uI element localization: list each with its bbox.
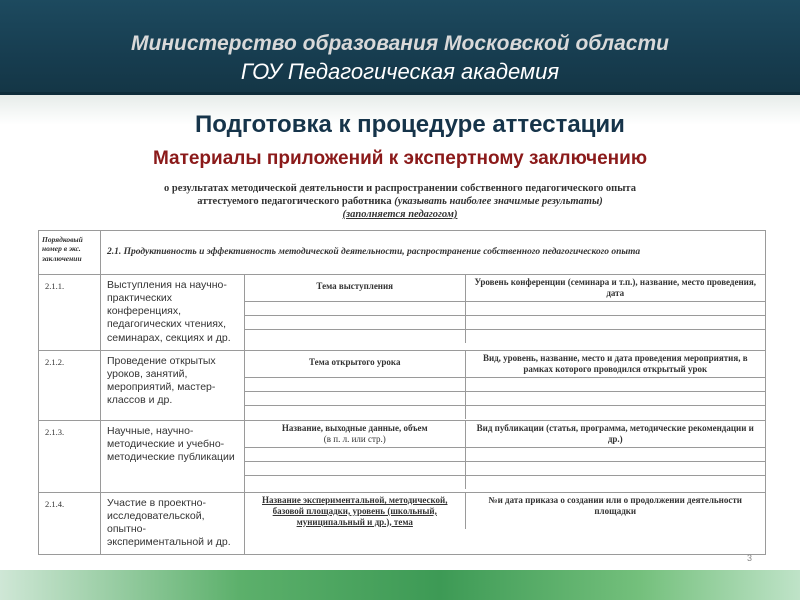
doc-heading-line1: о результатах методической деятельности и распространении собственного педагогического опыта (164, 183, 636, 194)
blank-cell[interactable] (245, 315, 465, 329)
row-number: 2.1.3. (39, 421, 101, 493)
row-subgrid (245, 351, 765, 419)
blank-cell[interactable] (465, 461, 765, 475)
blank-cell[interactable] (245, 377, 465, 391)
col-b-label: Уровень конференции (семинара и т.п.), название, место проведения, дата (465, 275, 765, 301)
blank-cell[interactable] (245, 329, 465, 343)
col-b-label: Вид, уровень, название, место и дата проведения мероприятия, в рамках которого проводился открытый урок (465, 351, 765, 377)
doc-heading-line2 (0, 196, 800, 207)
row-subgrid (245, 275, 765, 343)
row-number: 2.1.2. (39, 351, 101, 421)
blank-cell[interactable] (465, 475, 765, 489)
blank-cell[interactable] (245, 461, 465, 475)
blank-cell[interactable] (245, 301, 465, 315)
col-a-label (245, 421, 465, 447)
table-row (39, 493, 766, 555)
header-title-cell: 2.1. Продуктивность и эффективность методической деятельности, распространение собственного педагогического опыта (101, 231, 766, 275)
doc-heading-line2-a: аттестуемого педагогического работника (197, 196, 392, 207)
page-number: 3 (746, 553, 752, 563)
col-a-label-line1: Название, выходные данные, объем (281, 423, 428, 433)
doc-heading-line2-b: (указывать наиболее значимые результаты) (394, 196, 603, 207)
row-number: 2.1.1. (39, 275, 101, 351)
ministry-title: Министерство образования Московской области (131, 32, 669, 55)
filled-by-note: (заполняется педагогом) (342, 209, 458, 220)
academy-title: ГОУ Педагогическая академия (240, 59, 560, 84)
blank-cell[interactable] (245, 391, 465, 405)
row-subgrid (245, 421, 765, 489)
row-category: Выступления на научно-практических конференциях, педагогических чтениях, семинарах, секциях и др. (101, 275, 245, 351)
table-header-row (39, 231, 766, 275)
footer-bar (0, 570, 800, 600)
col-a-label-line2: (в п. л. или стр.) (323, 433, 386, 444)
row-subgrid-cell (245, 493, 766, 555)
table-row (39, 351, 766, 421)
col-b-label: №и дата приказа о создании или о продолжении деятельности площадки (488, 495, 742, 516)
col-a-label: Тема выступления (245, 275, 465, 301)
blank-cell[interactable] (465, 391, 765, 405)
blank-cell[interactable] (245, 405, 465, 419)
col-b-label: Вид публикации (статья, программа, методические рекомендации и др.) (465, 421, 765, 447)
attestation-table (38, 230, 766, 555)
header-banner (0, 0, 800, 95)
table-row (39, 421, 766, 493)
doc-heading-line3 (0, 209, 800, 220)
row-subgrid-cell (245, 421, 766, 493)
blank-cell[interactable] (245, 475, 465, 489)
blank-cell[interactable] (465, 329, 765, 343)
blank-cell[interactable] (245, 447, 465, 461)
row-subgrid (245, 493, 765, 529)
col-a-label: Название экспериментальной, методической, базовой площадки, уровень (школьный, муниципальный и др.), тема (245, 493, 465, 529)
row-number: 2.1.4. (39, 493, 101, 555)
slide-subtitle: Материалы приложений к экспертному заключению (152, 148, 648, 169)
table-row (39, 275, 766, 351)
row-category: Проведение открытых уроков, занятий, мероприятий, мастер-классов и др. (101, 351, 245, 421)
col-a-label: Тема открытого урока (245, 351, 465, 377)
blank-cell[interactable] (465, 301, 765, 315)
row-category: Участие в проектно-исследовательской, опытно-экспериментальной и др. (101, 493, 245, 555)
blank-cell[interactable] (465, 315, 765, 329)
blank-cell[interactable] (465, 447, 765, 461)
row-category: Научные, научно-методические и учебно-методические публикации (101, 421, 245, 493)
row-subgrid-cell (245, 275, 766, 351)
blank-cell[interactable] (465, 405, 765, 419)
row-subgrid-cell (245, 351, 766, 421)
slide-title: Подготовка к процедуре аттестации (195, 111, 625, 138)
header-num-cell: Порядковый номер в экс. заключении (39, 231, 101, 275)
blank-cell[interactable] (465, 377, 765, 391)
